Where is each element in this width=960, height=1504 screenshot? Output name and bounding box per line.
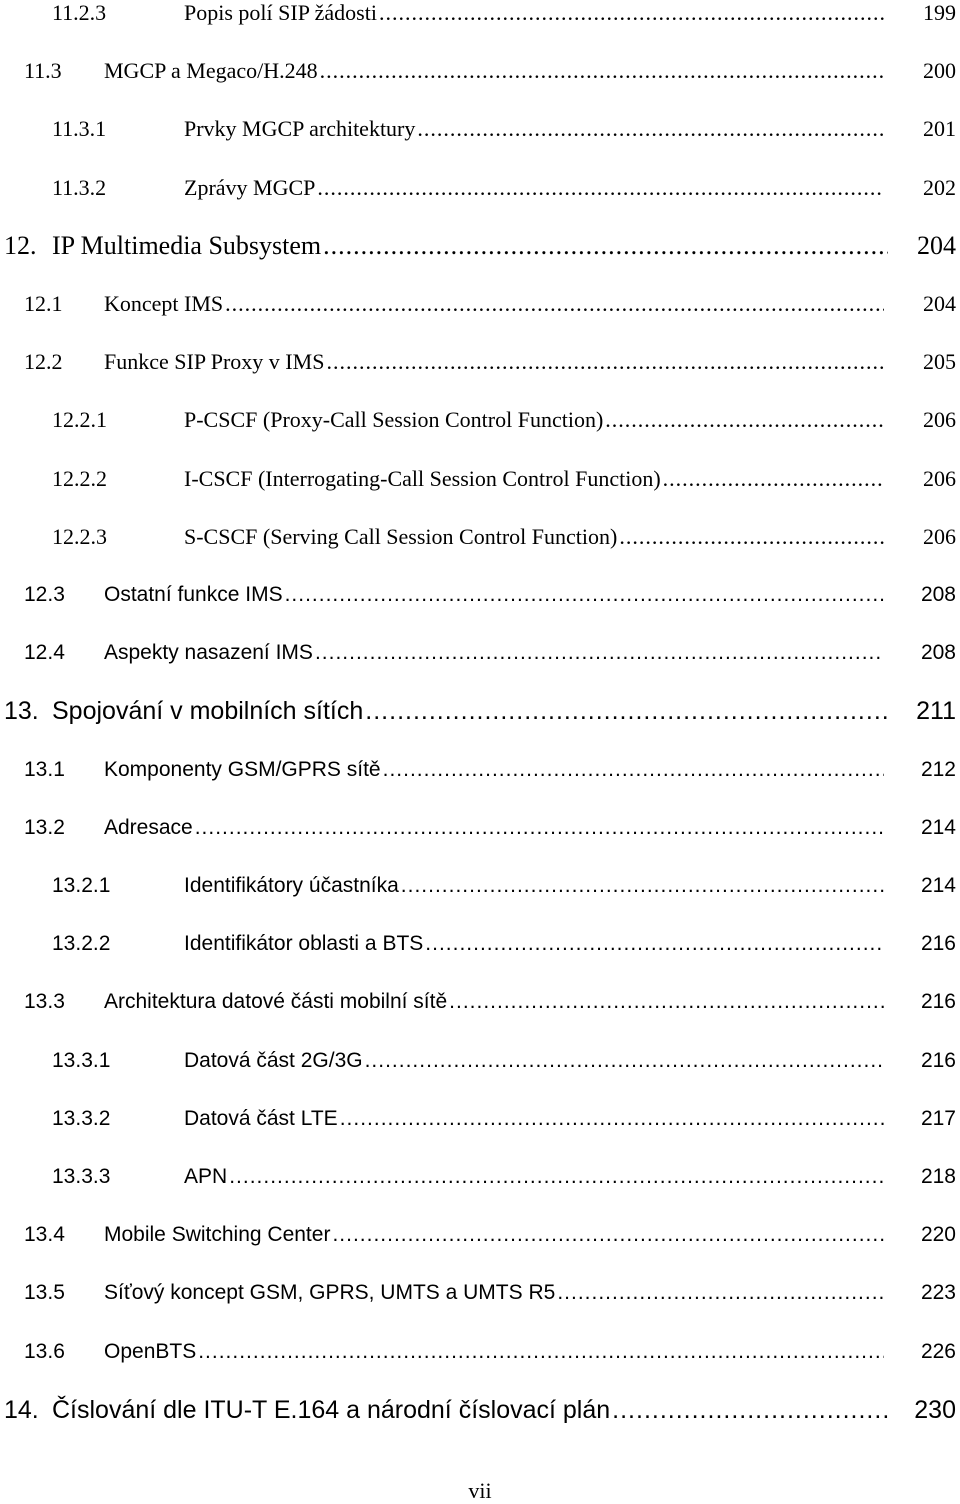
toc-entry[interactable]	[24, 51, 956, 91]
toc-entry-page: 204	[923, 291, 956, 316]
toc-entry-title: Identifikátory účastníka	[184, 874, 399, 897]
toc-entry-page: 199	[923, 0, 956, 25]
toc-entry-number: 12.2.2	[52, 465, 107, 491]
toc-entry-page: 223	[920, 1281, 956, 1305]
toc-entry-title: Spojování v mobilních sítích	[52, 697, 364, 726]
toc-entry-title: Popis polí SIP žádosti	[184, 0, 377, 25]
toc-entry-number: 11.3	[24, 58, 62, 84]
dot-leader	[225, 284, 884, 324]
toc-entry-number: 13.5	[24, 1281, 65, 1305]
toc-entry[interactable]	[52, 459, 956, 499]
toc-entry[interactable]	[52, 109, 956, 149]
toc-entry-number: 11.2.3	[52, 0, 107, 25]
toc-entry-title: Datová část LTE	[184, 1106, 338, 1130]
toc-entry-title: Prvky MGCP architektury	[184, 116, 416, 142]
toc-entry[interactable]	[52, 1041, 956, 1081]
dot-leader	[365, 1041, 884, 1081]
toc-entry[interactable]	[24, 808, 956, 848]
toc-entry[interactable]	[52, 1099, 956, 1139]
dot-leader	[663, 459, 884, 499]
toc-entry-title: Datová část 2G/3G	[184, 1048, 363, 1072]
toc-entry-page: 201	[923, 116, 956, 142]
toc-entry-title: Koncept IMS	[104, 291, 224, 316]
dot-leader	[612, 1390, 888, 1430]
toc-entry-number: 12.2	[24, 349, 63, 375]
toc-entry-number: 12.	[4, 230, 37, 260]
toc-entry-number: 12.1	[24, 291, 63, 316]
toc-entry[interactable]	[52, 0, 956, 33]
toc-entry-title: Aspekty nasazení IMS	[104, 641, 313, 665]
toc-entry-page: 200	[923, 58, 956, 84]
toc-entry-title: Komponenty GSM/GPRS sítě	[104, 757, 381, 781]
toc-entry-title: IP Multimedia Subsystem	[52, 230, 322, 260]
toc-entry[interactable]	[24, 342, 956, 382]
toc-entry-page: 202	[923, 174, 956, 200]
toc-entry-title: Síťový koncept GSM, GPRS, UMTS a UMTS R5	[104, 1281, 556, 1305]
toc-entry[interactable]	[24, 1332, 956, 1372]
toc-entry-number: 13.4	[24, 1223, 65, 1247]
toc-entry[interactable]	[52, 168, 956, 208]
toc-entry-title: Číslování dle ITU-T E.164 a národní číslovací plán	[52, 1395, 611, 1424]
dot-leader	[619, 517, 884, 557]
toc-entry-number: 13.1	[24, 757, 65, 781]
toc-entry[interactable]	[24, 575, 956, 615]
dot-leader	[379, 0, 884, 33]
dot-leader	[425, 924, 884, 964]
toc-entry-title: APN	[184, 1165, 228, 1188]
toc-entry-title: Architektura datové části mobilní sítě	[104, 990, 448, 1014]
toc-entry-page: 204	[917, 230, 956, 260]
page-number-footer: vii	[468, 1478, 492, 1503]
toc-entry[interactable]	[4, 691, 956, 731]
toc-entry[interactable]	[4, 1390, 956, 1430]
toc-entry-title: Zprávy MGCP	[184, 174, 316, 200]
toc-entry-title: Adresace	[104, 815, 193, 839]
dot-leader	[198, 1332, 884, 1372]
toc-entry-page: 206	[923, 523, 956, 549]
toc-entry-page: 216	[920, 932, 956, 956]
toc-entry[interactable]	[24, 284, 956, 324]
toc-entry-number: 12.3	[24, 583, 65, 606]
toc-entry-title: I-CSCF (Interrogating-Call Session Control Function)	[184, 465, 661, 491]
toc-entry-page: 206	[923, 407, 956, 433]
toc-entry-title: Identifikátor oblasti a BTS	[184, 932, 424, 956]
toc-entry-page: 218	[920, 1165, 956, 1188]
toc-entry-page: 217	[920, 1106, 956, 1130]
dot-leader	[383, 750, 884, 790]
toc-entry-page: 212	[920, 757, 956, 781]
dot-leader	[340, 1099, 884, 1139]
toc-entry-page: 211	[916, 697, 956, 726]
toc-entry-page: 205	[923, 349, 956, 375]
toc-entry[interactable]	[52, 1157, 956, 1197]
toc-entry-number: 13.2.1	[52, 874, 111, 897]
dot-leader	[365, 691, 888, 731]
toc-entry[interactable]	[24, 1215, 956, 1255]
toc-entry[interactable]	[52, 517, 956, 557]
toc-entry-page: 214	[920, 815, 956, 839]
toc-entry-title: Ostatní funkce IMS	[104, 583, 283, 606]
toc-entry-number: 13.3.2	[52, 1106, 111, 1130]
toc-entry-number: 11.3.2	[52, 174, 107, 200]
toc-entry-page: 226	[920, 1339, 956, 1363]
toc-entry-number: 13.3.3	[52, 1165, 111, 1188]
toc-entry[interactable]	[24, 750, 956, 790]
toc-entry-page: 208	[920, 641, 956, 665]
dot-leader	[195, 808, 884, 848]
toc-entry[interactable]	[52, 866, 956, 906]
toc-entry-number: 13.2	[24, 815, 65, 839]
dot-leader	[285, 575, 884, 615]
toc-entry-number: 14.	[4, 1395, 39, 1424]
toc-entry-page: 230	[914, 1395, 956, 1424]
dot-leader	[557, 1273, 884, 1313]
toc-entry-number: 12.4	[24, 641, 65, 665]
toc-entry-title: MGCP a Megaco/H.248	[104, 58, 318, 84]
toc-entry-title: OpenBTS	[104, 1339, 197, 1363]
toc-entry-page: 216	[920, 990, 956, 1014]
dot-leader	[326, 342, 884, 382]
toc-entry[interactable]	[24, 982, 956, 1022]
toc-entry-page: 220	[920, 1223, 956, 1247]
dot-leader	[332, 1215, 884, 1255]
toc-entry-number: 13.3	[24, 990, 65, 1014]
toc-entry-title: S-CSCF (Serving Call Session Control Function)	[184, 523, 618, 549]
toc-entry-number: 13.6	[24, 1339, 65, 1363]
dot-leader	[323, 226, 888, 266]
toc-entry-number: 12.2.3	[52, 523, 107, 549]
dot-leader	[417, 109, 884, 149]
toc-entry[interactable]	[4, 226, 956, 266]
dot-leader	[449, 982, 884, 1022]
toc-entry[interactable]	[24, 1273, 956, 1313]
dot-leader	[605, 400, 884, 440]
toc-entry-number: 13.	[4, 697, 39, 726]
toc-entry-number: 12.2.1	[52, 407, 107, 433]
toc-entry-title: P-CSCF (Proxy-Call Session Control Function)	[184, 407, 604, 433]
dot-leader	[317, 168, 884, 208]
toc-entry[interactable]	[52, 924, 956, 964]
toc-entry-title: Funkce SIP Proxy v IMS	[104, 349, 325, 375]
dot-leader	[320, 51, 884, 91]
toc-entry-number: 13.3.1	[52, 1048, 111, 1072]
toc-entry-title: Mobile Switching Center	[104, 1223, 331, 1247]
toc-entry[interactable]	[52, 400, 956, 440]
toc-entry-page: 206	[923, 465, 956, 491]
toc-entry-number: 13.2.2	[52, 932, 111, 956]
toc-entry-page: 216	[920, 1048, 956, 1072]
dot-leader	[315, 633, 884, 673]
toc-entry[interactable]	[24, 633, 956, 673]
toc-entry-page: 214	[920, 874, 956, 897]
toc-entry-number: 11.3.1	[52, 116, 107, 142]
dot-leader	[401, 866, 884, 906]
toc-entry-page: 208	[920, 583, 956, 606]
dot-leader	[229, 1157, 884, 1197]
